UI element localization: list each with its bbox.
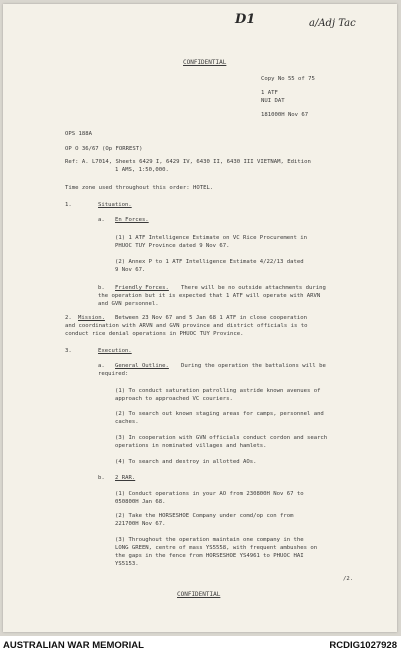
section-1b-title: Friendly Forces.	[115, 285, 169, 291]
section-3b3-line1: (3) Throughout the operation maintain one company in the	[115, 537, 304, 543]
map-reference-line1: Ref: A. L7014, Sheets 6429 I, 6429 IV, 6430 II, 6430 III VIETNAM, Edition	[65, 159, 311, 165]
section-3b1-line2: 050800H Jan 68.	[115, 499, 166, 505]
section-3a4-line1: (4) To search and destroy in allotted AOs.	[115, 459, 257, 465]
section-3b2-line1: (2) Take the HORSESHOE Company under comd/op con from	[115, 513, 294, 519]
section-2-line2: and coordination with ARVN and GVN province and district officials is to	[65, 323, 308, 329]
section-3a3-line1: (3) In cooperation with GVN officials conduct cordon and search	[115, 435, 328, 441]
section-1a1-line2: PHUOC TUY Province dated 9 Nov 67.	[115, 243, 230, 249]
archive-footer	[0, 636, 401, 654]
section-3b-title: 2 RAR.	[115, 475, 136, 481]
section-1b-line1: There will be no outside attachments during	[181, 285, 326, 291]
date-time-group: 181000H Nov 67	[261, 112, 309, 118]
handwritten-page-mark: D1	[235, 12, 256, 27]
map-reference-line2: 1 AMS, 1:50,000.	[115, 167, 169, 173]
ops-reference: OPS 188A	[65, 131, 92, 137]
section-3-number: 3.	[65, 348, 72, 354]
section-3b3-line2: LONG GREEN, centre of mass YS5558, with frequent ambushes on	[115, 545, 318, 551]
document-page	[3, 4, 397, 632]
section-1a-number: a.	[98, 217, 105, 223]
classification-bottom: CONFIDENTIAL	[177, 591, 221, 598]
time-zone: Time zone used throughout this order: HOTEL.	[65, 185, 214, 191]
section-3b3-line4: YS5153.	[115, 561, 139, 567]
section-3a-line2: required:	[98, 371, 129, 377]
section-3b1-line1: (1) Conduct operations in your AO from 230800H Nov 67 to	[115, 491, 304, 497]
next-page-marker: /2.	[343, 576, 354, 582]
section-3a2-line1: (2) To search out known staging areas for camps, personnel and	[115, 411, 324, 417]
section-3a3-line2: operations in nominated villages and hamlets.	[115, 443, 267, 449]
section-3b-number: b.	[98, 475, 105, 481]
section-3a1-line2: approach to approached VC couriers.	[115, 396, 233, 402]
section-1b-line2: the operation but it is expected that 1 ATF will operate with ARVN	[98, 293, 321, 299]
section-3a-title: General Outline.	[115, 363, 169, 369]
operation-order: OP O 36/67 (Op FORREST)	[65, 146, 143, 152]
section-2-number: 2.	[65, 315, 72, 321]
issuing-location: NUI DAT	[261, 98, 285, 104]
archive-name: AUSTRALIAN WAR MEMORIAL	[3, 640, 144, 651]
section-3a-line1: During the operation the battalions will be	[181, 363, 326, 369]
section-1-number: 1.	[65, 202, 72, 208]
issuing-unit: 1 ATF	[261, 90, 278, 96]
section-3a-number: a.	[98, 363, 105, 369]
section-2-title: Mission.	[78, 315, 105, 321]
section-3a1-line1: (1) To conduct saturation patrolling astride known avenues of	[115, 388, 321, 394]
section-3-title: Execution.	[98, 348, 132, 354]
archive-record-id: RCDIG1027928	[329, 640, 397, 651]
copy-number: Copy No 55 of 75	[261, 76, 315, 82]
section-1a1-line1: (1) 1 ATF Intelligence Estimate on VC Rice Procurement in	[115, 235, 307, 241]
section-1a2-line2: 9 Nov 67.	[115, 267, 146, 273]
section-3b2-line2: 221700H Nov 67.	[115, 521, 166, 527]
section-1-title: Situation.	[98, 202, 132, 208]
section-3a2-line2: caches.	[115, 419, 139, 425]
section-1a-title: En Forces.	[115, 217, 149, 223]
section-1b-line3: and GVN personnel.	[98, 301, 159, 307]
handwritten-note: a/Adj Tac	[309, 18, 356, 29]
classification-top: CONFIDENTIAL	[183, 59, 227, 66]
section-3b3-line3: the gaps in the fence from HORSESHOE YS4961 to PHUOC HAI	[115, 553, 304, 559]
section-1a2-line1: (2) Annex P to 1 ATF Intelligence Estimate 4/22/13 dated	[115, 259, 304, 265]
section-2-line1: Between 23 Nov 67 and 5 Jan 68 1 ATF in close cooperation	[115, 315, 307, 321]
section-2-line3: conduct rice denial operations in PHUOC TUY Province.	[65, 331, 244, 337]
section-1b-number: b.	[98, 285, 105, 291]
